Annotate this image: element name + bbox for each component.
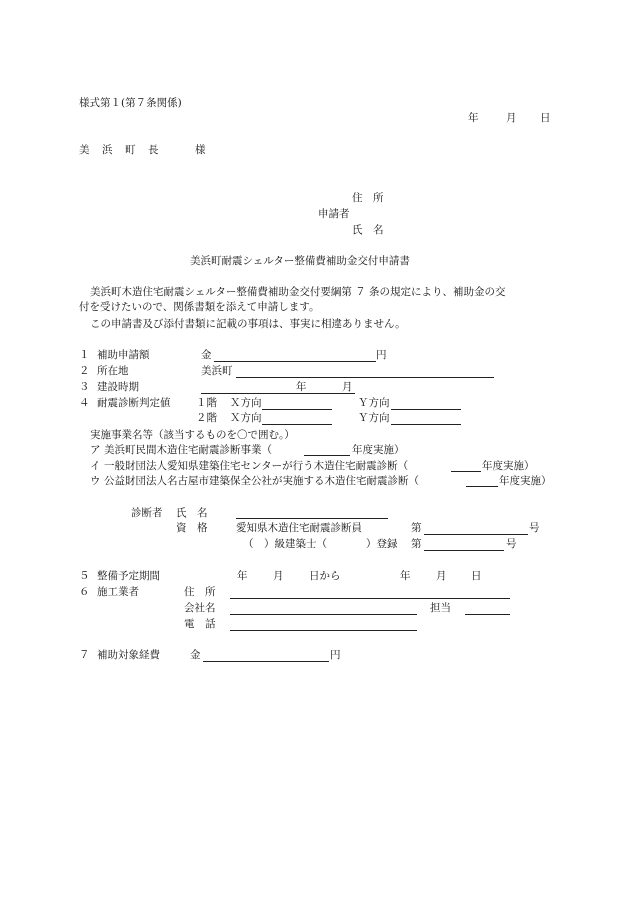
item6-number: ６ <box>79 586 90 598</box>
item7-amount-line[interactable] <box>203 661 329 662</box>
item6-phone-line[interactable] <box>230 630 417 631</box>
diagnostician-name-label: 氏 名 <box>176 507 208 519</box>
item2-prefix: 美浜町 <box>201 365 233 377</box>
program-u-prefix[interactable]: ウ <box>90 475 101 487</box>
applicant-role-label: 申請者 <box>318 208 350 220</box>
item3-number: ３ <box>79 381 90 393</box>
item6-company-line[interactable] <box>230 614 417 615</box>
item4-floor1: １階 <box>196 397 217 409</box>
item5-start-month: 月 <box>273 570 284 582</box>
item1-number: １ <box>79 349 90 361</box>
item1-label: 補助申請額 <box>97 349 150 361</box>
diagnostician-qual1-gou: 号 <box>529 522 540 534</box>
applicant-address-label: 住 所 <box>352 192 384 204</box>
diagnostician-qual1: 愛知県木造住宅耐震診断員 <box>236 522 362 534</box>
item7-prefix: 金 <box>190 649 201 661</box>
item4-floor2-x-line[interactable] <box>262 424 332 425</box>
program-i-prefix[interactable]: イ <box>90 460 101 472</box>
program-u-suffix: 年度実施） <box>499 475 552 487</box>
item4-floor2-x: Ｘ方向 <box>230 412 262 424</box>
program-a-prefix[interactable]: ア <box>90 444 101 456</box>
program-a-suffix: 年度実施） <box>352 444 405 456</box>
diagnostician-qual2-close: ）登録 <box>366 538 398 550</box>
program-label: 実施事業名等（該当するものを〇で囲む。） <box>90 429 295 441</box>
diagnostician-qual2-number-line[interactable] <box>424 550 504 551</box>
item2-address-line[interactable] <box>236 377 494 378</box>
diagnostician-qual-label: 資 格 <box>176 522 208 534</box>
item5-end-year: 年 <box>400 570 411 582</box>
diagnostician-qual2-open: （ ）級建築士（ <box>243 538 327 550</box>
item4-floor1-y-line[interactable] <box>391 409 461 410</box>
program-i-text: 一般財団法人愛知県建築住宅センターが行う木造住宅耐震診断（ <box>104 460 409 472</box>
item4-number: ４ <box>79 397 90 409</box>
item5-start-day: 日から <box>309 570 341 582</box>
item4-floor2-y-line[interactable] <box>391 424 461 425</box>
program-i-year-line[interactable] <box>451 471 481 472</box>
addressee-honorific: 様 <box>195 144 206 156</box>
item6-company-label: 会社名 <box>184 602 216 614</box>
item6-phone-label: 電 話 <box>184 618 216 630</box>
item7-number: ７ <box>79 649 90 661</box>
diagnostician-qual1-dai: 第 <box>411 522 422 534</box>
body-line-1: 美浜町木造住宅耐震シェルター整備費補助金交付要綱第 ７ 条の規定により、補助金の交 <box>90 286 506 298</box>
item5-end-month: 月 <box>436 570 447 582</box>
item6-tanto-line[interactable] <box>465 614 510 615</box>
item6-address-label: 住 所 <box>184 586 216 598</box>
diagnostician-qual2-gou: 号 <box>506 538 517 550</box>
item6-label: 施工業者 <box>97 586 139 598</box>
item5-label: 整備予定期間 <box>97 570 160 582</box>
item1-prefix: 金 <box>201 349 212 361</box>
item4-floor2-y: Ｙ方向 <box>358 412 390 424</box>
program-i-suffix: 年度実施） <box>482 460 535 472</box>
item3-date-line[interactable] <box>201 393 355 394</box>
date-year: 年 <box>468 112 479 124</box>
program-a-text: 美浜町民間木造住宅耐震診断事業（ <box>104 444 272 456</box>
item4-label: 耐震診断判定値 <box>97 397 171 409</box>
addressee-name: 美 浜 町 長 <box>79 144 160 156</box>
program-u-year-line[interactable] <box>466 486 498 487</box>
body-line-3: この申請書及び添付書類に記載の事項は、事実に相違ありません。 <box>90 318 406 330</box>
form-number: 様式第１(第７条関係) <box>79 97 182 109</box>
item6-address-line[interactable] <box>230 598 510 599</box>
item3-month: 月 <box>342 381 353 393</box>
item7-suffix: 円 <box>330 649 341 661</box>
date-month: 月 <box>506 112 517 124</box>
body-line-2: 付を受けたいので、関係書類を添えて申請します。 <box>79 301 320 313</box>
item2-number: ２ <box>79 365 90 377</box>
item7-label: 補助対象経費 <box>97 649 160 661</box>
diagnostician-qual2-dai: 第 <box>411 538 422 550</box>
item4-floor1-y: Ｙ方向 <box>358 397 390 409</box>
item1-amount-line[interactable] <box>214 361 376 362</box>
date-day: 日 <box>540 112 551 124</box>
applicant-name-label: 氏 名 <box>352 224 384 236</box>
item5-end-day: 日 <box>471 570 482 582</box>
diagnostician-qual1-number-line[interactable] <box>424 534 528 535</box>
item5-start-year: 年 <box>237 570 248 582</box>
item1-suffix: 円 <box>376 349 387 361</box>
item3-year: 年 <box>296 381 307 393</box>
item6-tanto-label: 担当 <box>430 602 451 614</box>
program-a-year-line[interactable] <box>304 455 350 456</box>
item4-floor2: ２階 <box>196 412 217 424</box>
diagnostician-name-line[interactable] <box>236 518 388 519</box>
item4-floor1-x-line[interactable] <box>262 409 332 410</box>
item5-number: ５ <box>79 570 90 582</box>
program-u-text: 公益財団法人名古屋市建築保全公社が実施する木造住宅耐震診断（ <box>104 475 419 487</box>
diagnostician-label: 診断者 <box>131 507 163 519</box>
item4-floor1-x: Ｘ方向 <box>230 397 262 409</box>
document-title: 美浜町耐震シェルター整備費補助金交付申請書 <box>190 255 410 267</box>
item3-label: 建設時期 <box>97 381 139 393</box>
item2-label: 所在地 <box>97 365 129 377</box>
